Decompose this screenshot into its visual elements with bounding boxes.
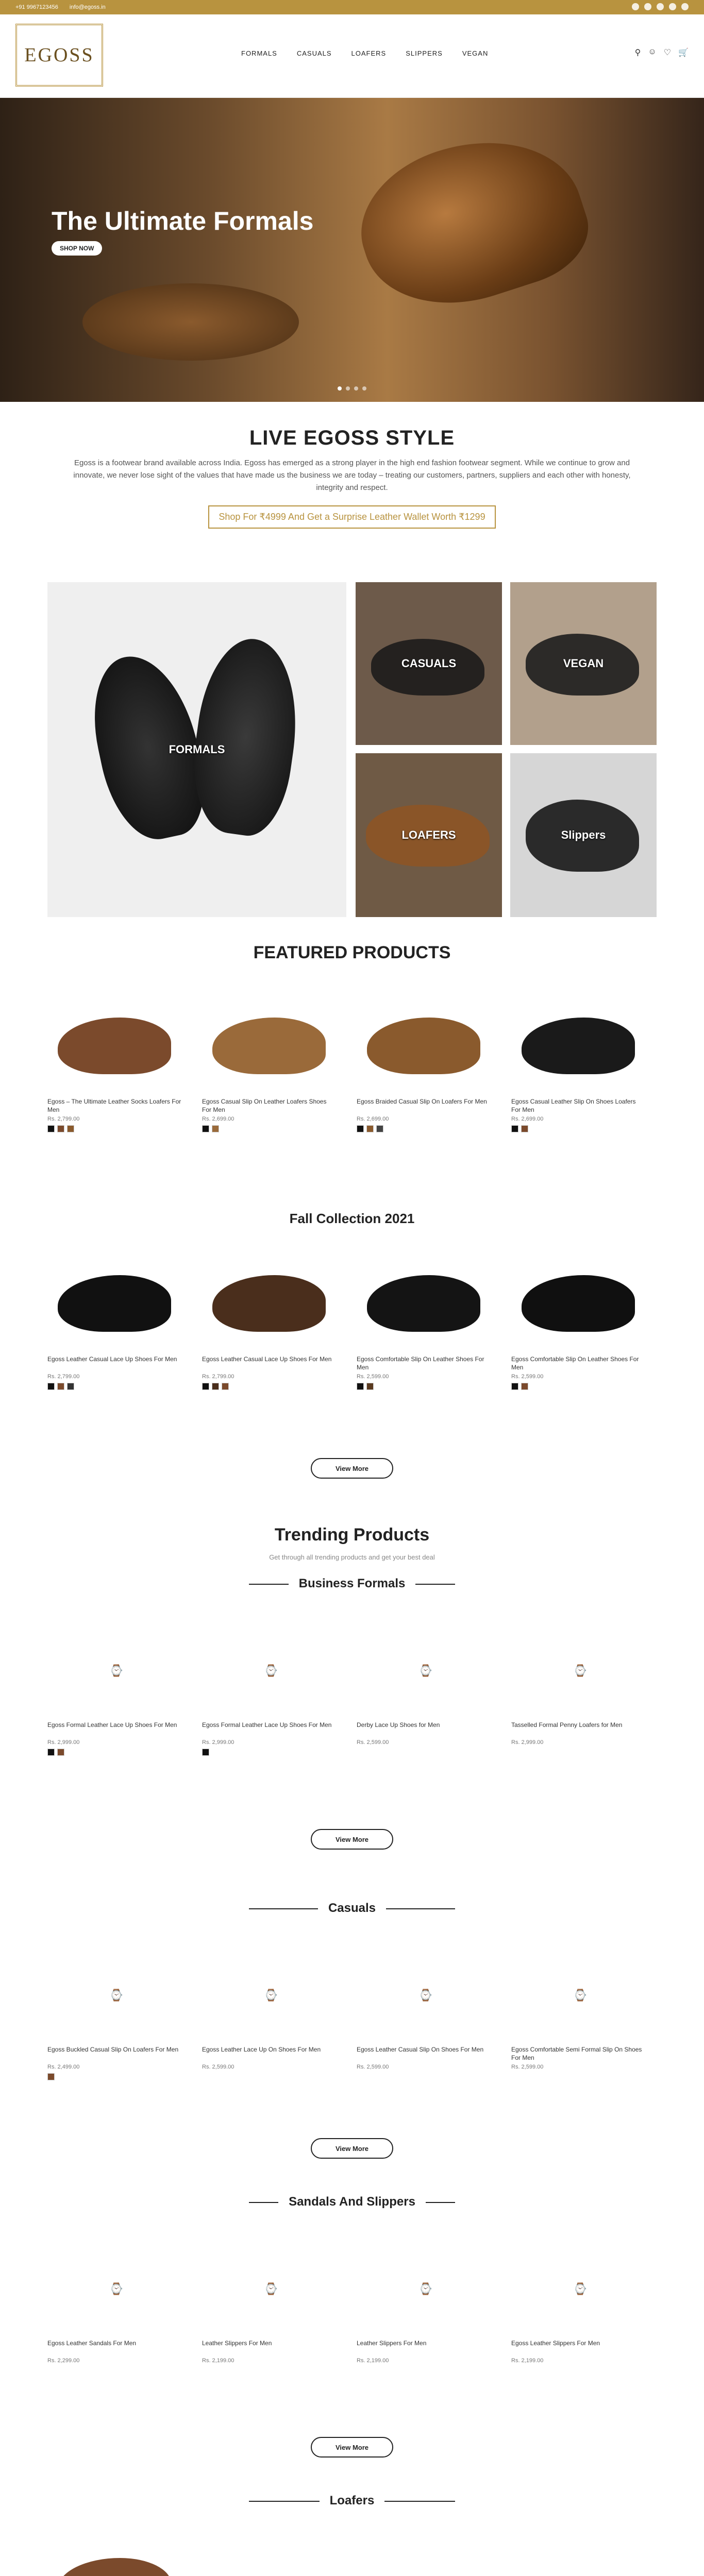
loading-icon: ⌚ (264, 1989, 278, 2002)
featured-heading: FEATURED PRODUCTS (253, 943, 451, 962)
logo[interactable]: EGOSS (15, 24, 103, 87)
intro-heading: LIVE EGOSS STYLE (249, 427, 455, 449)
view-more-button[interactable]: View More (311, 1829, 393, 1850)
product-card[interactable]: Egoss Casual Leather Slip On Shoes Loafers For Men Rs. 2,699.00 (511, 989, 645, 1132)
view-more-button[interactable]: View More (311, 2138, 393, 2159)
product-card[interactable]: ⌚ Tasselled Formal Penny Loafers for Men Rs. 2,999.00 (511, 1664, 623, 1745)
top-bar (0, 0, 704, 14)
product-card[interactable]: ⌚ Leather Slippers For Men Rs. 2,199.00 (357, 2282, 433, 2364)
main-nav (241, 49, 488, 57)
loading-icon: ⌚ (418, 1989, 433, 2002)
fall-heading: Fall Collection 2021 (289, 1211, 415, 1226)
pinterest-icon[interactable] (681, 3, 689, 10)
nav-casuals[interactable]: CASUALS (296, 49, 332, 57)
promo-banner[interactable]: Shop For ₹4999 And Get a Surprise Leather Wallet Worth ₹1299 (208, 505, 495, 529)
hero-image (82, 283, 299, 361)
business-formals-heading: Business Formals (0, 1577, 704, 1591)
category-formals[interactable]: FORMALS (47, 582, 346, 917)
wishlist-icon[interactable]: ♡ (663, 48, 672, 57)
product-card[interactable]: ⌚ Egoss Formal Leather Lace Up Shoes For Men Rs. 2,999.00 (202, 1613, 336, 1756)
loafers-heading: Loafers (0, 2494, 704, 2508)
loading-icon: ⌚ (264, 2282, 278, 2295)
loading-icon: ⌚ (573, 1664, 588, 1677)
category-vegan[interactable]: VEGAN (510, 582, 657, 745)
youtube-icon[interactable] (669, 3, 676, 10)
product-card[interactable]: ⌚ Egoss Leather Casual Slip On Shoes For Men Rs. 2,599.00 (357, 1989, 484, 2070)
twitter-icon[interactable] (657, 3, 664, 10)
product-card[interactable] (511, 2530, 645, 2576)
loading-icon: ⌚ (418, 1664, 433, 1677)
product-card[interactable]: ⌚ Egoss Comfortable Semi Formal Slip On Shoes For Men Rs. 2,599.00 (511, 1989, 642, 2070)
category-slippers[interactable]: Slippers (510, 753, 657, 917)
trending-subtitle: Get through all trending products and get your best deal (269, 1553, 435, 1561)
loading-icon: ⌚ (573, 2282, 588, 2295)
loading-icon: ⌚ (109, 2282, 124, 2295)
product-card[interactable] (47, 2530, 181, 2576)
product-card[interactable]: ⌚ Egoss Buckled Casual Slip On Loafers For Men Rs. 2,499.00 (47, 1937, 181, 2080)
nav-vegan[interactable]: VEGAN (462, 49, 489, 57)
user-icon[interactable]: ☺ (648, 47, 657, 56)
casuals-heading: Casuals (0, 1901, 704, 1916)
product-card[interactable]: Egoss Leather Casual Lace Up Shoes For Men Rs. 2,799.00 (202, 1247, 336, 1390)
product-card[interactable] (202, 2530, 336, 2576)
product-card[interactable]: Egoss Casual Slip On Leather Loafers Shoes For Men Rs. 2,699.00 (202, 989, 336, 1132)
sandals-heading: Sandals And Slippers (0, 2195, 704, 2209)
hero-banner (0, 98, 704, 402)
category-loafers[interactable]: LOAFERS (356, 753, 502, 917)
product-card[interactable]: Egoss Comfortable Slip On Leather Shoes For Men Rs. 2,599.00 (357, 1247, 491, 1390)
loading-icon: ⌚ (573, 1989, 588, 2002)
loading-icon: ⌚ (418, 2282, 433, 2295)
product-card[interactable] (357, 2530, 491, 2576)
category-grid (0, 582, 704, 917)
facebook-icon[interactable] (632, 3, 639, 10)
email-text[interactable]: info@egoss.in (69, 4, 106, 10)
hero-heading: The Ultimate Formals (52, 207, 314, 235)
loading-icon: ⌚ (109, 1989, 124, 2002)
product-card[interactable]: ⌚ Egoss Leather Slippers For Men Rs. 2,199.00 (511, 2282, 600, 2364)
phone-text[interactable]: +91 9967123456 (15, 4, 58, 10)
loading-icon: ⌚ (109, 1664, 124, 1677)
view-more-button[interactable]: View More (311, 2437, 393, 2458)
cart-icon[interactable]: 🛒 (678, 48, 689, 57)
product-card[interactable]: ⌚ Egoss Leather Lace Up On Shoes For Men Rs. 2,599.00 (202, 1989, 321, 2070)
nav-slippers[interactable]: SLIPPERS (406, 49, 443, 57)
view-more-button[interactable]: View More (311, 1458, 393, 1479)
product-card[interactable]: Egoss Braided Casual Slip On Loafers For Men Rs. 2,699.00 (357, 989, 491, 1132)
shop-now-button[interactable]: SHOP NOW (52, 241, 102, 256)
nav-formals[interactable]: FORMALS (241, 49, 277, 57)
product-card[interactable]: ⌚ Derby Lace Up Shoes for Men Rs. 2,599.00 (357, 1664, 440, 1745)
trending-heading: Trending Products (274, 1525, 430, 1545)
intro-section (0, 402, 704, 556)
product-card[interactable]: Egoss – The Ultimate Leather Socks Loafers For Men Rs. 2,799.00 (47, 989, 181, 1132)
product-card[interactable]: ⌚ Leather Slippers For Men Rs. 2,199.00 (202, 2282, 278, 2364)
site-header (0, 14, 704, 98)
loading-icon: ⌚ (264, 1664, 278, 1677)
instagram-icon[interactable] (644, 3, 651, 10)
product-card[interactable]: ⌚ Egoss Leather Sandals For Men Rs. 2,299.00 (47, 2282, 137, 2364)
product-card[interactable]: Egoss Leather Casual Lace Up Shoes For Men Rs. 2,799.00 (47, 1247, 181, 1390)
slider-dots[interactable] (0, 386, 704, 391)
product-card[interactable]: Egoss Comfortable Slip On Leather Shoes For Men Rs. 2,599.00 (511, 1247, 645, 1390)
hero-shoe-image (342, 114, 601, 329)
nav-loafers[interactable]: LOAFERS (351, 49, 387, 57)
intro-body: Egoss is a footwear brand available across India. Egoss has emerged as a strong player in the high end fashion footwear segment. While we continue to grow and innovate, we never lose sight of the values that have made us the business we are today – treating our customers, partners, suppliers and each other with honesty, integrity and respect. (73, 459, 631, 492)
product-card[interactable]: ⌚ Egoss Formal Leather Lace Up Shoes For Men Rs. 2,999.00 (47, 1613, 181, 1756)
search-icon[interactable]: ⚲ (634, 48, 641, 57)
category-casuals[interactable]: CASUALS (356, 582, 502, 745)
